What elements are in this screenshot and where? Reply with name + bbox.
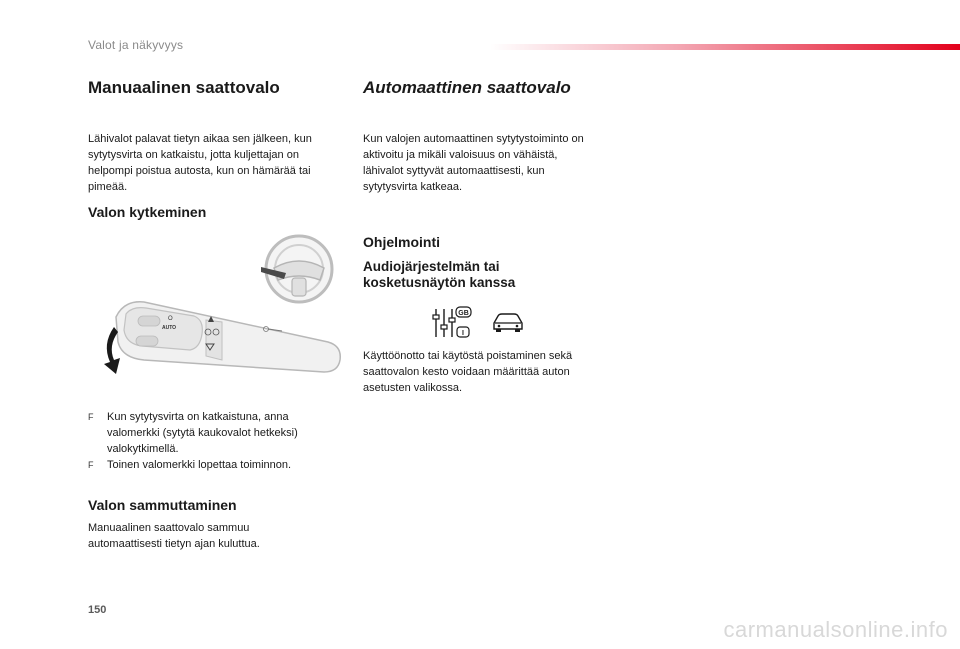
bullet-text: Toinen valomerkki lopettaa toiminnon.: [107, 459, 292, 471]
list-item: [88, 409, 338, 457]
stalk-off-label: O: [168, 316, 173, 322]
heading-switch-off: Valon sammuttaminen: [88, 497, 237, 513]
auto-intro-text: Kun valojen automaattinen sytytystoiminto on aktivoitu ja mikäli valoisuus on vähäistä, lähivalot syttyvät automaattisesti, kun sytytysvirta katkeaa.: [363, 133, 584, 193]
watermark: carmanualsonline.info: [723, 617, 948, 642]
heading-programming: Ohjelmointi: [363, 234, 440, 250]
lighting-stalk-illustration: [96, 232, 346, 382]
bullet-marker: F: [88, 460, 94, 470]
header-accent-bar: [490, 44, 960, 50]
heading-switch-on: Valon kytkeminen: [88, 204, 207, 220]
switch-off-text: Manuaalinen saattovalo sammuu automaattisesti tietyn ajan kuluttua.: [88, 522, 260, 550]
bullet-marker: F: [88, 412, 94, 422]
settings-sliders-icon: [433, 307, 471, 337]
heading-manual-follow-me: Manuaalinen saattovalo: [88, 78, 280, 97]
heading-auto-follow-me: Automaattinen saattovalo: [363, 78, 571, 97]
car-icon: [494, 314, 522, 332]
language-badge-label: GB: [458, 309, 469, 317]
section-title: Valot ja näkyvyys: [88, 38, 184, 52]
settings-icons-row: [432, 305, 532, 341]
bullet-text: Kun sytytysvirta on katkaistuna, anna valomerkki (sytytä kaukovalot hetkeksi) valokytkimellä.: [107, 411, 298, 455]
light-switch-stalk: [116, 302, 340, 372]
page-number: 150: [88, 604, 107, 616]
stalk-auto-label: AUTO: [162, 325, 177, 331]
instruction-list: [88, 409, 338, 473]
list-item: [88, 457, 338, 473]
heading-audio-touchscreen: Audiojärjestelmän tai kosketusnäytön kanssa: [363, 259, 516, 290]
info-badge-label: I: [462, 330, 464, 337]
steering-wheel-icon: [266, 236, 332, 302]
manual-intro-text: Lähivalot palavat tietyn aikaa sen jälkeen, kun sytytysvirta on katkaistu, jotta kuljettajan on helpompi poistua autosta, kun on hämärää tai pimeää.: [88, 133, 312, 193]
programming-text: Käyttöönotto tai käytöstä poistaminen sekä saattovalon kesto voidaan määrittää auton asetusten valikossa.: [363, 350, 573, 394]
